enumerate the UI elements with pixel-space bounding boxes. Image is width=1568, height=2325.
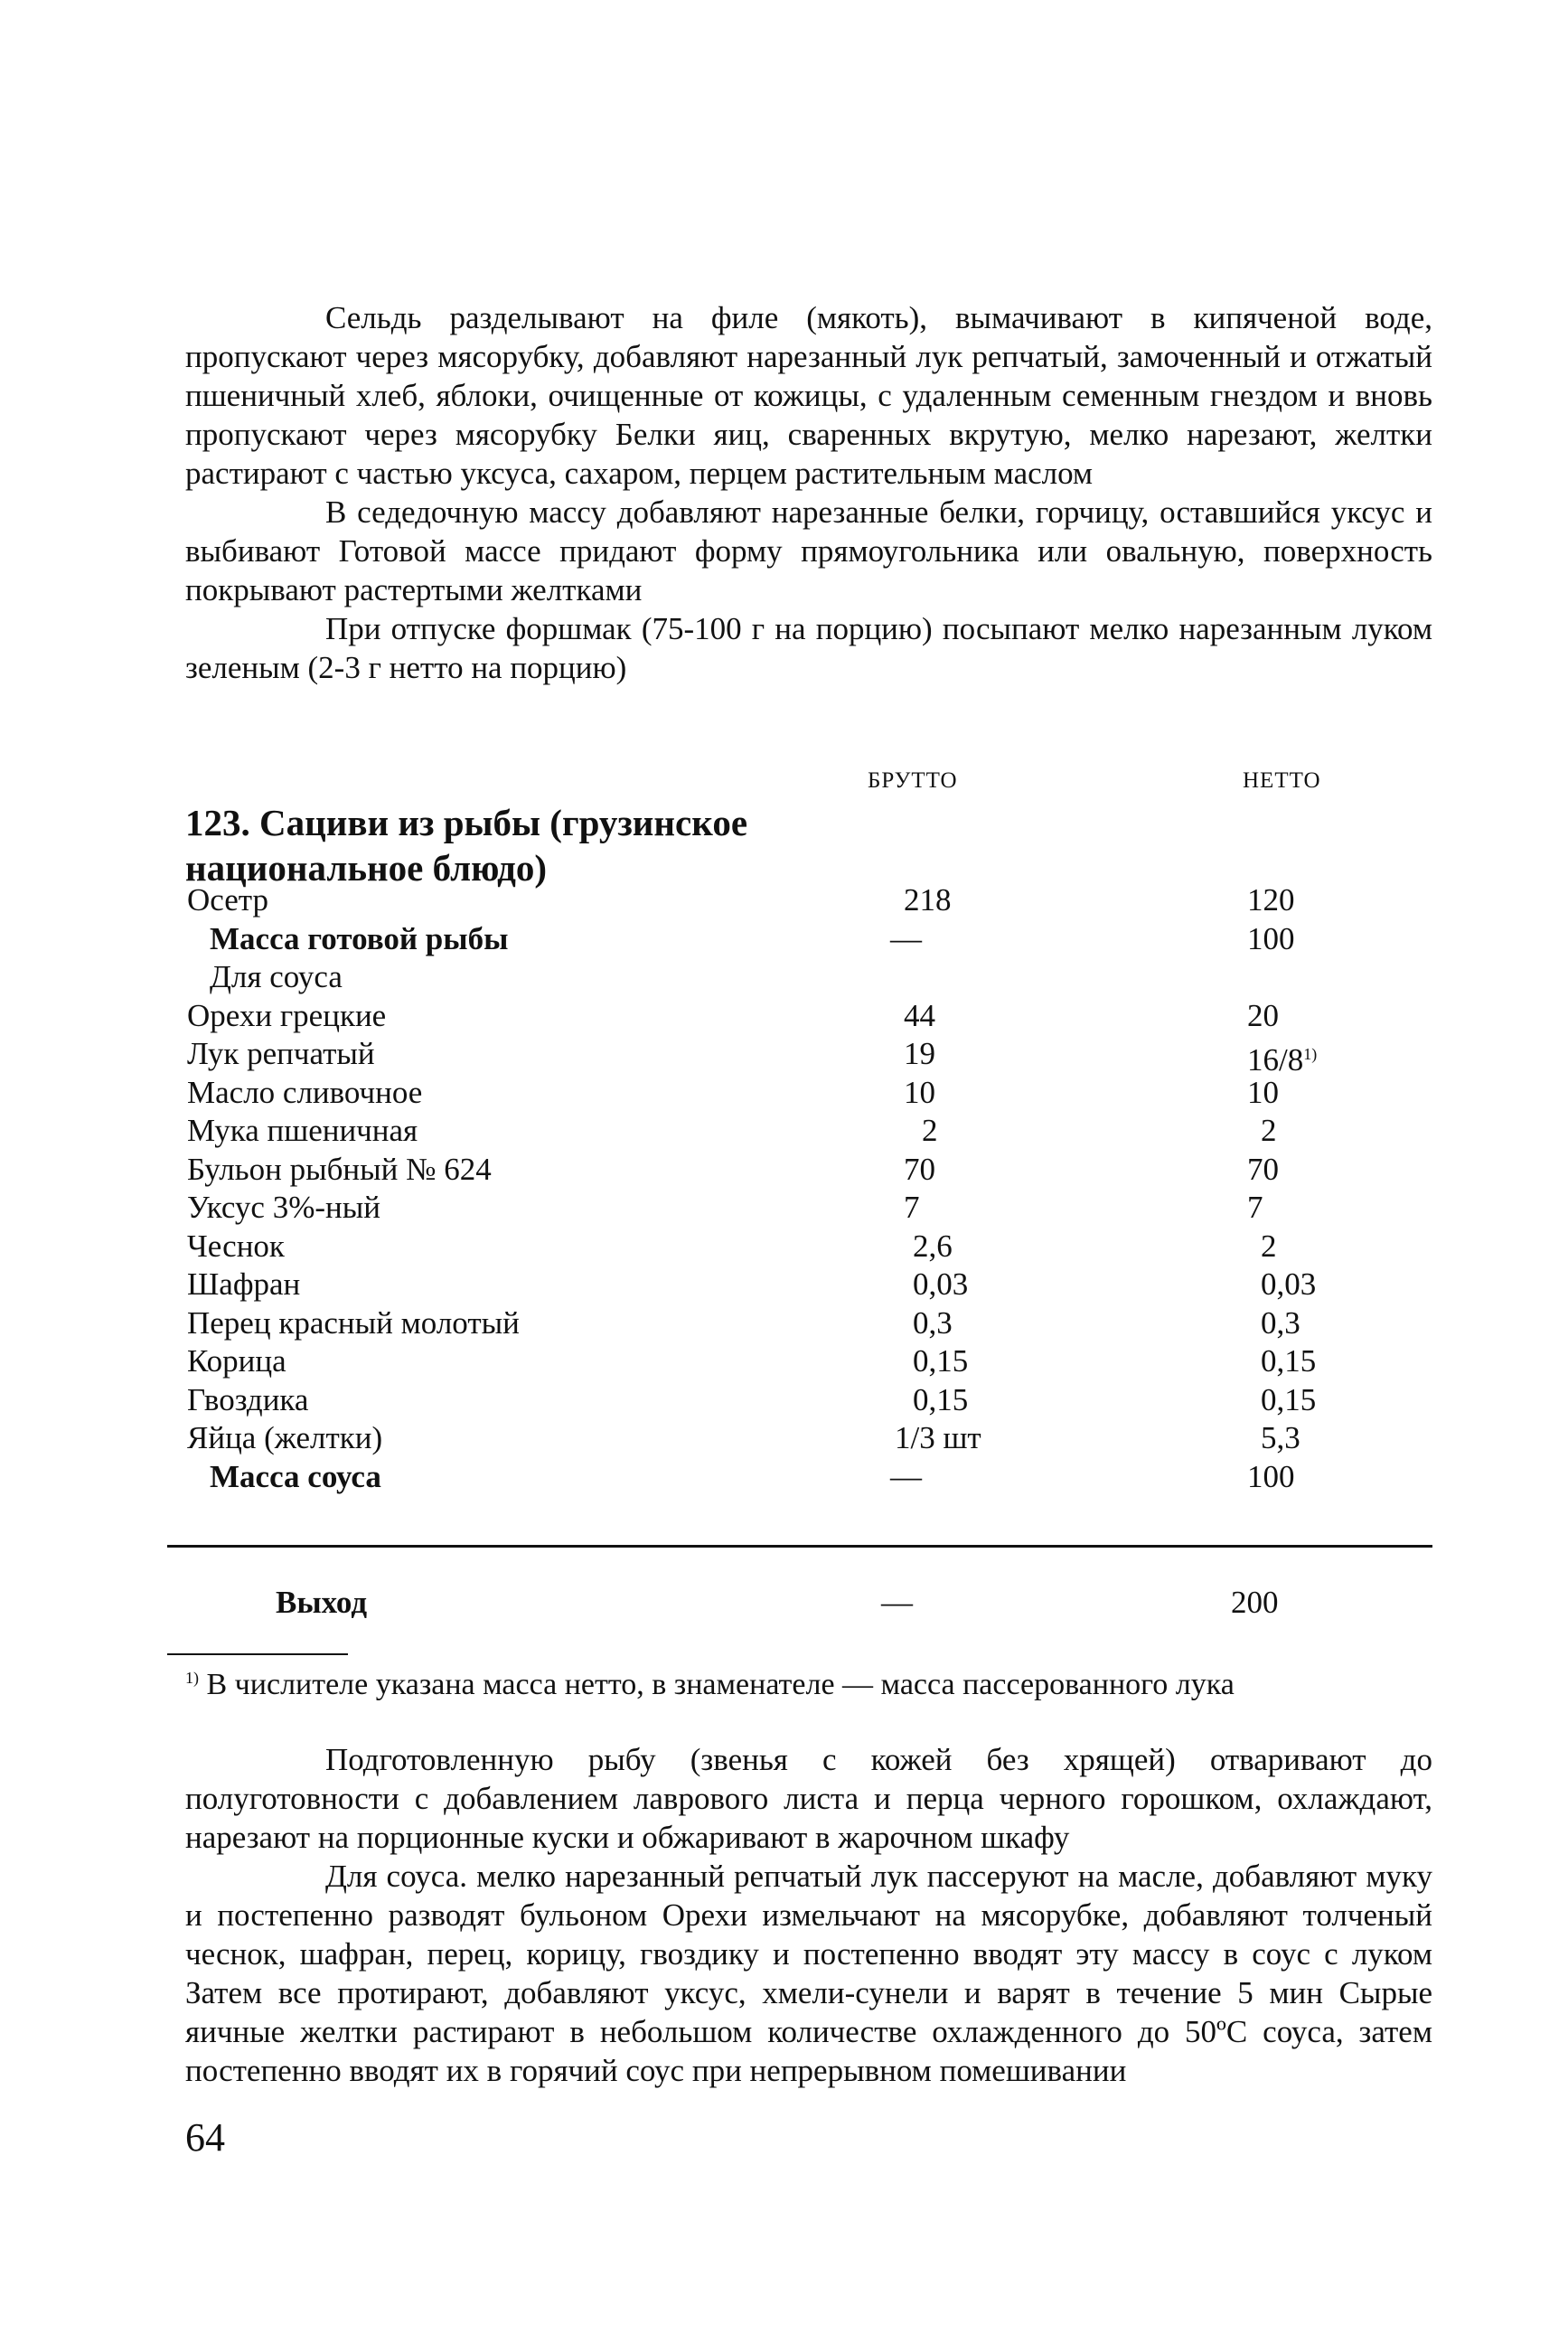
ingredient-name: Бульон рыбный № 624 bbox=[187, 1151, 492, 1187]
ingredient-name: Масса соуса bbox=[210, 1458, 381, 1494]
netto-value: 0,15 bbox=[1261, 1381, 1317, 1417]
netto-value: 5,3 bbox=[1261, 1420, 1300, 1455]
ingredient-name: Чеснок bbox=[187, 1228, 285, 1264]
recipe-title: 123. Сациви из рыбы (грузинское национальное блюдо) bbox=[185, 802, 748, 889]
ingredient-name: Мука пшеничная bbox=[187, 1113, 418, 1148]
brutto-value: 19 bbox=[904, 1036, 935, 1071]
method-paragraph-2: Для соуса. мелко нарезанный репчатый лук пассеруют на масле, добавляют муку и постепенно разводят бульоном Орехи измельчают на мясорубке, добавляют толченый чеснок, шафран, перец, корицу, гвоздику и постепенно вводят эту массу в соус с луком Затем все протирают, добавляют уксус, хмели-сунели и варят в течение 5 мин Сырые яичные желтки растирают в небольшом количестве охлажденного до 50ºС соуса, затем постепенно вводят их в горячий соус при непрерывном помешивании bbox=[185, 1859, 1432, 2088]
brutto-value: 0,15 bbox=[913, 1343, 969, 1379]
table-row bbox=[0, 1074, 1568, 1113]
ingredient-table bbox=[0, 881, 1568, 1496]
brutto-value: 70 bbox=[904, 1151, 935, 1187]
footnote-text: В числителе указана масса нетто, в знаменателе — масса пассерованного лука bbox=[206, 1668, 1235, 1701]
method-text bbox=[185, 1740, 1432, 2090]
ingredient-name: Лук репчатый bbox=[187, 1036, 375, 1071]
ingredient-name: Яйца (желтки) bbox=[187, 1420, 383, 1455]
netto-value: 120 bbox=[1247, 882, 1295, 918]
ingredient-name: Масса готовой рыбы bbox=[210, 920, 509, 956]
table-row bbox=[0, 1458, 1568, 1497]
brutto-value: — bbox=[890, 1458, 922, 1494]
netto-value: 2 bbox=[1261, 1228, 1277, 1264]
table-row bbox=[0, 1189, 1568, 1228]
output-brutto: — bbox=[881, 1585, 913, 1620]
brutto-value: 1/3 шт bbox=[895, 1420, 981, 1455]
brutto-value: 44 bbox=[904, 997, 935, 1033]
footnote bbox=[185, 1659, 1451, 1704]
table-row bbox=[0, 1266, 1568, 1304]
ingredient-name: Гвоздика bbox=[187, 1381, 309, 1417]
intro-paragraph-3: При отпуске форшмак (75-100 г на порцию) посыпают мелко нарезанным луком зеленым (2-3 г нетто на порцию) bbox=[185, 611, 1432, 685]
output-netto: 200 bbox=[1231, 1585, 1279, 1620]
netto-value-text: 16/8 bbox=[1247, 1042, 1304, 1078]
brutto-value: 0,3 bbox=[913, 1304, 953, 1341]
brutto-value: 2,6 bbox=[913, 1228, 953, 1264]
netto-value: 100 bbox=[1247, 1458, 1295, 1494]
table-row bbox=[0, 1342, 1568, 1381]
netto-value: 20 bbox=[1247, 997, 1279, 1033]
table-row bbox=[0, 1304, 1568, 1343]
intro-text bbox=[185, 298, 1432, 687]
table-row bbox=[0, 997, 1568, 1036]
netto-value: 70 bbox=[1247, 1151, 1279, 1187]
table-row bbox=[0, 1035, 1568, 1078]
ingredient-name: Перец красный молотый bbox=[187, 1304, 520, 1341]
table-row bbox=[0, 881, 1568, 920]
footnote-divider bbox=[167, 1653, 348, 1655]
netto-value: 0,15 bbox=[1261, 1343, 1317, 1379]
brutto-value: 0,15 bbox=[913, 1381, 969, 1417]
intro-paragraph-1: Сельдь разделывают на филе (мякоть), вымачивают в кипяченой воде, пропускают через мясорубку, добавляют нарезанный лук репчатый, замоченный и отжатый пшеничный хлеб, яблоки, очищенные от кожицы, с удаленным семенным гнездом и вновь пропускают через мясорубку Белки яиц, сваренных вкрутую, мелко нарезают, желтки растирают с частью уксуса, сахаром, перцем растительным маслом bbox=[185, 300, 1432, 491]
column-header-brutto: БРУТТО bbox=[868, 768, 958, 793]
ingredient-name: Для соуса bbox=[210, 959, 343, 994]
table-row bbox=[0, 958, 1568, 997]
netto-value: 2 bbox=[1261, 1113, 1277, 1148]
table-row bbox=[0, 1419, 1568, 1458]
footnote-mark: 1) bbox=[185, 1669, 199, 1687]
ingredient-name: Корица bbox=[187, 1343, 286, 1379]
footnote-reference: 1) bbox=[1303, 1045, 1318, 1063]
netto-value: 7 bbox=[1247, 1190, 1263, 1225]
brutto-value: 2 bbox=[922, 1113, 938, 1148]
ingredient-name: Орехи грецкие bbox=[187, 997, 387, 1033]
ingredient-name: Осетр bbox=[187, 882, 268, 918]
ingredient-name: Шафран bbox=[187, 1266, 301, 1302]
column-header-netto: НЕТТО bbox=[1243, 768, 1321, 793]
page-number: 64 bbox=[185, 2115, 225, 2160]
table-row bbox=[0, 1112, 1568, 1151]
netto-value: 10 bbox=[1247, 1074, 1279, 1110]
brutto-value: 218 bbox=[904, 882, 952, 918]
netto-value: 0,3 bbox=[1261, 1304, 1300, 1341]
output-label: Выход bbox=[276, 1585, 368, 1620]
table-divider bbox=[167, 1545, 1432, 1548]
method-paragraph-1: Подготовленную рыбу (звенья с кожей без хрящей) отваривают до полуготовности с добавлением лаврового листа и перца черного горошком, охлаждают, нарезают на порционные куски и обжаривают в жарочном шкафу bbox=[185, 1742, 1432, 1855]
ingredient-name: Уксус 3%-ный bbox=[187, 1190, 380, 1225]
table-row bbox=[0, 1381, 1568, 1420]
table-row bbox=[0, 920, 1568, 959]
brutto-value: — bbox=[890, 920, 922, 956]
table-row bbox=[0, 1228, 1568, 1266]
ingredient-name: Масло сливочное bbox=[187, 1074, 423, 1110]
netto-value: 100 bbox=[1247, 920, 1295, 956]
brutto-value: 0,03 bbox=[913, 1266, 969, 1302]
table-row bbox=[0, 1151, 1568, 1190]
brutto-value: 7 bbox=[904, 1190, 920, 1225]
intro-paragraph-2: В седедочную массу добавляют нарезанные белки, горчицу, оставшийся уксус и выбивают Готовой массе придают форму прямоугольника или овальную, поверхность покрывают растертыми желтками bbox=[185, 494, 1432, 607]
netto-value: 0,03 bbox=[1261, 1266, 1317, 1302]
brutto-value: 10 bbox=[904, 1074, 935, 1110]
